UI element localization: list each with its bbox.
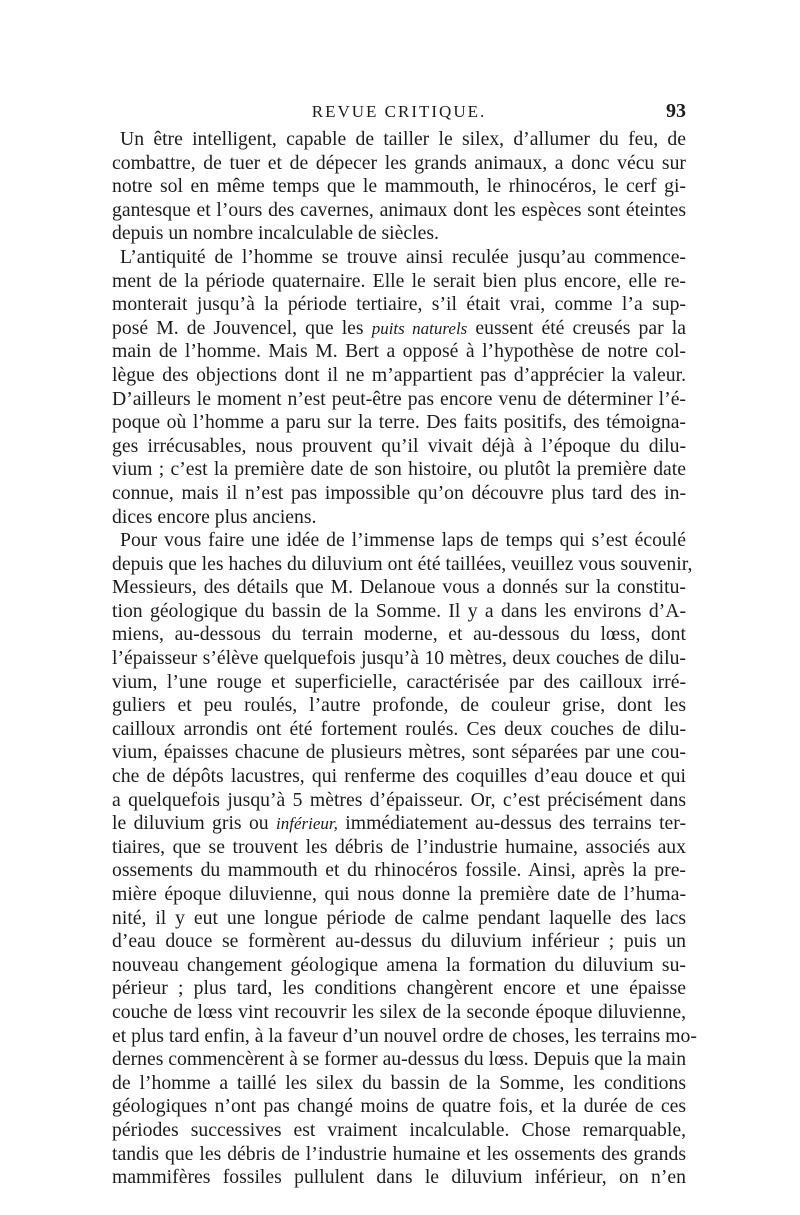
- text-line: couche de lœss vint recouvrir les silex de la seconde époque diluvienne,: [112, 1000, 686, 1023]
- book-page: [112, 98, 697, 1190]
- text-line: mammifères fossiles pullulent dans le diluvium inférieur, on n’en: [112, 1166, 686, 1189]
- text-line: tion géologique du bassin de la Somme. Il y a dans les environs d’A-: [112, 599, 686, 622]
- paragraph: [112, 128, 686, 246]
- text-line: ossements du mammouth et du rhinocéros fossile. Ainsi, après la pre-: [112, 859, 686, 882]
- text-line: le diluvium gris ou inférieur, immédiatement au-dessus des terrains ter-: [112, 812, 687, 835]
- text-line: vium, épaisses chacune de plusieurs mètres, sont séparées par une cou-: [112, 741, 686, 764]
- text-line: cailloux arrondis ont été fortement roulés. Ces deux couches de dilu-: [112, 717, 686, 740]
- text-line: l’épaisseur s’élève quelquefois jusqu’à 10 mètres, deux couches de dilu-: [112, 647, 686, 670]
- text-line: dices encore plus anciens.: [112, 505, 317, 528]
- text-line: nouveau changement géologique amena la formation du diluvium su-: [112, 953, 686, 976]
- text-line: posé M. de Jouvencel, que les puits naturels eussent été creusés par la: [112, 316, 687, 339]
- text-line: poque où l’homme a paru sur la terre. Des faits positifs, des témoigna-: [112, 411, 686, 434]
- text-line: depuis un nombre incalculable de siècles.: [112, 222, 439, 245]
- text-line: lègue des objections dont il ne m’appartient pas d’apprécier la valeur.: [112, 363, 686, 386]
- text-line: connue, mais il n’est pas impossible qu’on découvre plus tard des in-: [112, 481, 686, 504]
- italic-term: inférieur,: [276, 814, 338, 834]
- text-line: d’eau douce se formèrent au-dessus du diluvium inférieur ; puis un: [112, 930, 686, 953]
- text-line: che de dépôts lacustres, qui renferme des coquilles d’eau douce et qui: [112, 765, 686, 788]
- text-line: a quelquefois jusqu’à 5 mètres d’épaisseur. Or, c’est précisément dans: [112, 788, 686, 811]
- text-line: et plus tard enfin, à la faveur d’un nouvel ordre de choses, les terrains mo-: [112, 1024, 697, 1047]
- text-line: vium ; c’est la première date de son histoire, ou plutôt la première date: [112, 458, 686, 481]
- text-line: guliers et peu roulés, l’autre profonde, de couleur grise, dont les: [112, 694, 686, 717]
- text-line: notre sol en même temps que le mammouth, le rhinocéros, le cerf gi-: [112, 175, 686, 198]
- text-line: depuis que les haches du diluvium ont été taillées, veuillez vous souvenir,: [112, 552, 693, 575]
- text-line: périeur ; plus tard, les conditions changèrent encore et une épaisse: [112, 977, 686, 1000]
- text-line: géologiques n’ont pas changé moins de quatre fois, et la durée de ces: [112, 1095, 686, 1118]
- italic-term: puits naturels: [371, 318, 468, 338]
- text-line: L’antiquité de l’homme se trouve ainsi reculée jusqu’au commence-: [120, 245, 686, 268]
- text-line: ment de la période quaternaire. Elle le serait bien plus encore, elle re-: [112, 269, 686, 292]
- paragraph: [112, 246, 686, 529]
- text-line: tiaires, que se trouvent les débris de l’industrie humaine, associés aux: [112, 835, 686, 858]
- text-line: vium, l’une rouge et superficielle, caractérisée par des cailloux irré-: [112, 670, 686, 693]
- running-header: [112, 98, 686, 128]
- text-line: mière époque diluvienne, qui nous donne la première date de l’huma-: [112, 883, 686, 905]
- text-line: monterait jusqu’à la période tertiaire, s’il était vrai, comme l’a sup-: [112, 293, 686, 316]
- text-line: Pour vous faire une idée de l’immense laps de temps qui s’est écoulé: [120, 529, 686, 552]
- text-line: nité, il y eut une longue période de calme pendant laquelle des lacs: [112, 906, 686, 929]
- text-line: dernes commencèrent à se former au-dessus du lœss. Depuis que la main: [112, 1048, 687, 1071]
- text-line: Messieurs, des détails que M. Delanoue vous a donnés sur la constitu-: [112, 576, 686, 599]
- text-line: gantesque et l’ours des cavernes, animaux dont les espèces sont éteintes: [112, 198, 686, 221]
- text-line: combattre, de tuer et de dépecer les grands animaux, a donc vécu sur: [112, 151, 686, 174]
- text-body: [112, 128, 697, 1190]
- text-line: tandis que les débris de l’industrie humaine et les ossements des grands: [112, 1142, 686, 1165]
- page-number: 93: [666, 100, 686, 122]
- text-line: miens, au-dessous du terrain moderne, et au-dessous du lœss, dont: [112, 623, 686, 646]
- text-line: ges irrécusables, nous prouvent qu’il vivait déjà à l’époque du dilu-: [112, 434, 686, 457]
- text-line: D’ailleurs le moment n’est peut-être pas encore venu de déterminer l’é-: [112, 387, 686, 410]
- paragraph: [112, 529, 697, 1190]
- text-line: main de l’homme. Mais M. Bert a opposé à l’hypothèse de notre col-: [112, 340, 686, 363]
- text-line: périodes successives est vraiment incalculable. Chose remarquable,: [112, 1118, 686, 1141]
- text-line: de l’homme a taillé les silex du bassin de la Somme, les conditions: [112, 1071, 686, 1094]
- text-line: Un être intelligent, capable de tailler le silex, d’allumer du feu, de: [120, 128, 686, 150]
- running-title: REVUE CRITIQUE.: [311, 102, 487, 121]
